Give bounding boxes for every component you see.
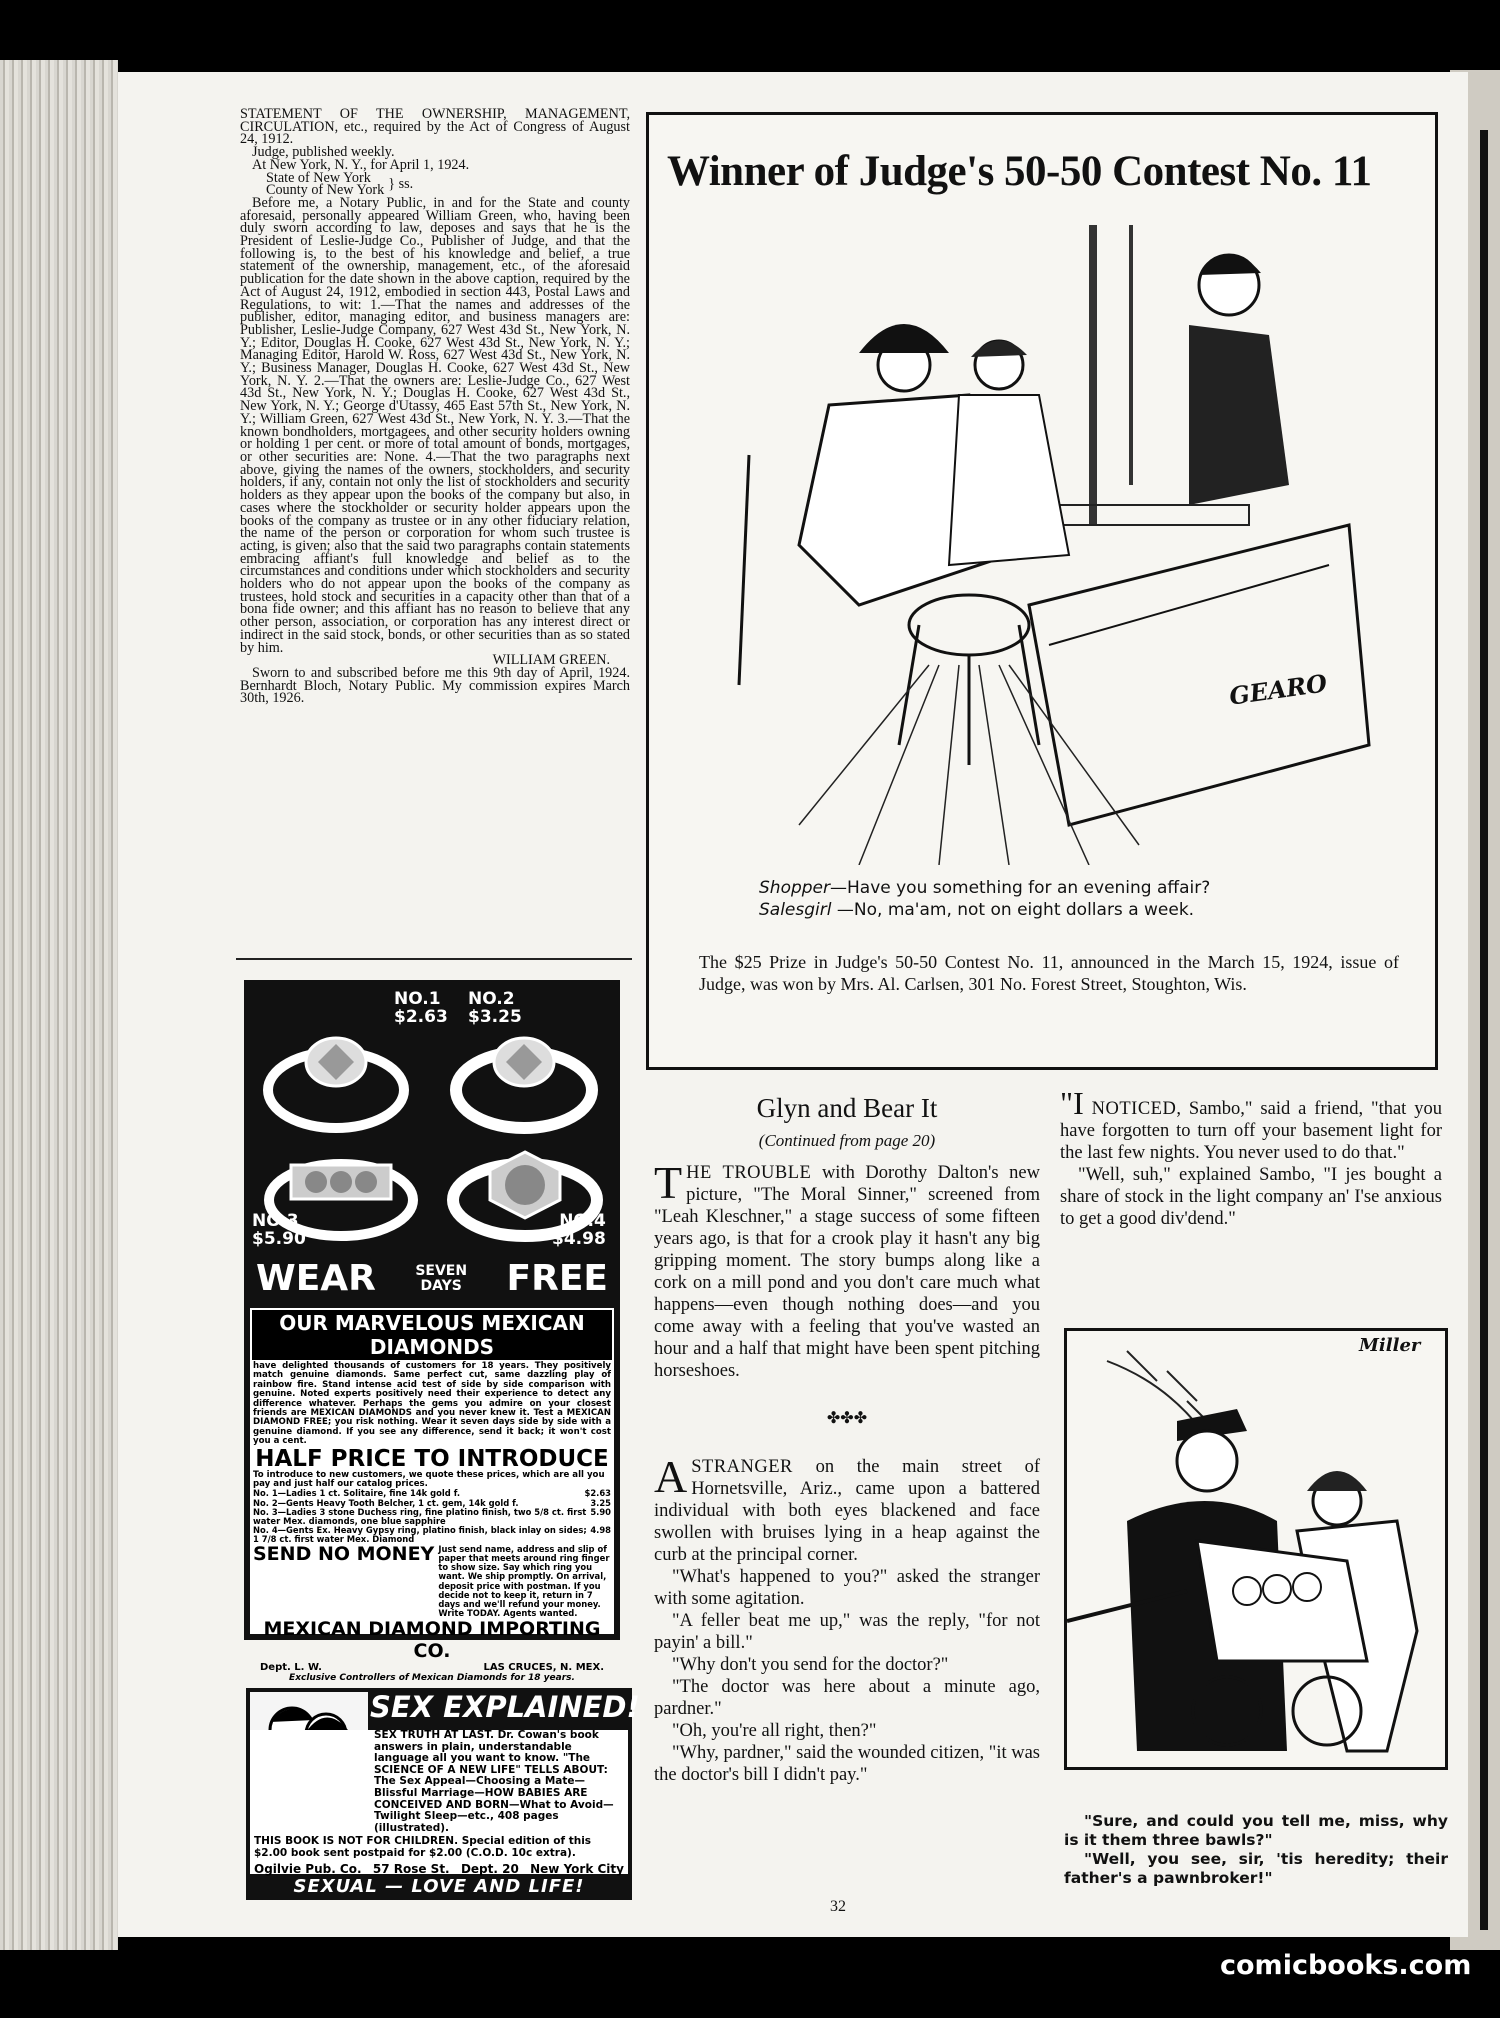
shop-counter-illustration <box>709 225 1379 865</box>
cartoon-signature: Miller <box>1359 1335 1421 1356</box>
article-paragraph: THE TROUBLE with Dorothy Dalton's new picture, "The Moral Sinner," screened from "Leah Kleschner," a stage success of some fifteen years ago, is that for a crook play it hasn't any big gripping moment. The story bumps along like a cork on a mill pond and you don't care much what happens—even though nothing does—and you come away with a feeling that you've wasted an hour and a half that might have been spent pitching horseshoes. <box>654 1157 1040 1381</box>
diamond-price-list <box>250 1489 614 1544</box>
cartoon-caption-line2: "Well, you see, sir, 'tis heredity; their father's a pawnbroker!" <box>1064 1850 1448 1887</box>
glyn-and-bear-it-article <box>654 1092 1040 1786</box>
half-price-heading: HALF PRICE TO INTRODUCE <box>255 1445 609 1472</box>
watermark: comicbooks.com <box>1220 1950 1472 1981</box>
diamond-ad-headline: OUR MARVELOUS MEXICAN DIAMONDS <box>252 1310 612 1360</box>
diamond-ad-body1: have delighted thousands of customers for 18 years. They positively match genuine diamonds. Same perfect cut, same dazzling play of rainbow fire. Stand intense acid test of side by side comparison with genuine. Noted experts positively need their experience to detect any difference whatever. Perhaps the gems you admire on your closest friends are MEXICAN DIAMONDS and you never knew it. Test a MEXICAN DIAMOND FREE; you risk nothing. Wear it seven days side by side with a genuine diamond. If you see any difference, send it back; it won't cost you a cent. <box>253 1361 611 1447</box>
speaker-shopper: Shopper <box>759 878 830 898</box>
light-company-joke <box>1060 1085 1442 1230</box>
statement-signature: WILLIAM GREEN. <box>492 652 610 669</box>
dialogue-line: "What's happened to you?" asked the stranger with some agitation. <box>654 1567 1040 1609</box>
article-paragraph: ASTRANGER on the main street of Hornetsville, Ariz., came upon a battered individual with both eyes blackened and face swollen with bruises lying in a heap against the curb at the principal corner. <box>654 1451 1040 1565</box>
statement-body: Before me, a Notary Public, in and for the State and county aforesaid, personally appeared William Green, who, having been duly sworn according to law, deposes and says that he is the President of Leslie-Judge Co., Publisher of Judge, and that the following is, to the best of his knowledge and belief, a true statement of the ownership, management, etc., of the aforesaid publication for the date shown in the above caption, required by the Act of August 24, 1912, embodied in section 443, Postal Laws and Regulations, to wit: 1.—That the names and addresses of the publisher, editor, managing editor, and business managers are: Publisher, Leslie-Judge Company, 627 West 43d St., New York, N. Y.; Editor, Douglas H. Cooke, 627 West 43d St., New York, N. Y.; Managing Editor, Harold W. Ross, 627 West 43d St., New York, N. Y.; Business Manager, Douglas H. Cooke, 627 West 43d St., New York, N. Y. 2.—That the owners are: Leslie-Judge Co., 627 West 43d St., New York, N. Y.; Douglas H. Cooke, 627 West 43d St., New York, N. Y.; George d'Utassy, 465 East 57th St., New York, N. Y.; William Green, 627 West 43d St., New York, N. Y. 3.—That the known bondholders, mortgagees, and other security holders owning or holding 1 per cent. or more of total amount of bonds, mortgages, or other securities are: None. 4.—That the two paragraphs next above, giving the names of the owners, stockholders, and security holders, if any, contain not only the list of stockholders and security holders as they appear upon the books of the company but also, in cases where the stockholder or security holder appears upon the books of the company as trustee or in any other fiduciary relation, the name of the person or corporation for whom such trustee is acting, is given; also that the said two paragraphs contain statements embracing affiant's full knowledge and belief as to the circumstances and conditions under which stockholders and security holders who do not appear upon the books of the company as trustees, hold stock and securities in a capacity other than that of a bona fide owner; and this affiant has no reason to believe that any other person, association, or corporation has any interest direct or indirect in the said stock, bonds, or other securities than as so stated by him. <box>240 194 630 656</box>
contest-box <box>646 112 1438 1070</box>
belcher-ring-icon <box>444 1020 604 1140</box>
dialogue-line: "Why don't you send for the doctor?" <box>672 1655 949 1675</box>
statement-line2: At New York, N. Y., for April 1, 1924. <box>252 156 470 173</box>
send-no-money-heading: SEND NO MONEY <box>253 1542 435 1565</box>
statement-state: State of New York <box>266 169 371 186</box>
contest-prize-notice: The $25 Prize in Judge's 50-50 Contest No. 11, announced in the March 15, 1924, issue of Judge, was won by Mrs. Al. Carlsen, 301 No. Forest Street, Stoughton, Wis. <box>699 952 1399 994</box>
contest-title: Winner of Judge's 50-50 Contest No. 11 <box>667 148 1372 195</box>
mexican-diamond-ad <box>244 980 620 1684</box>
diamond-company-address: Dept. L. W. LAS CRUCES, N. MEX. <box>260 1662 604 1674</box>
diamond-ad-body2: To introduce to new customers, we quote these prices, which are all you pay and just half our catalog prices. <box>253 1469 605 1490</box>
page-number: 32 <box>830 1898 846 1915</box>
diamond-company-name: MEXICAN DIAMOND IMPORTING CO. <box>263 1618 601 1663</box>
divider <box>236 958 632 960</box>
price-tag-3: NO.3 $5.90 <box>252 1211 306 1249</box>
ownership-statement <box>240 108 630 705</box>
dialogue-line: "A feller beat me up," was the reply, "for not payin' a bill." <box>654 1611 1040 1653</box>
wear-free-banner: WEAR SEVEN DAYS FREE <box>256 1258 608 1299</box>
shopper-line: —Have you something for an evening affair? <box>830 878 1211 898</box>
statement-line1: Judge, published weekly. <box>252 144 395 161</box>
sex-ad-footer: SEXUAL — LOVE AND LIFE! <box>293 1876 585 1897</box>
cartoon-caption-line1: "Sure, and could you tell me, miss, why is it them three bawls?" <box>1064 1812 1448 1849</box>
dialogue-line: "The doctor was here about a minute ago, pardner." <box>654 1677 1040 1719</box>
joke-paragraph: "Well, suh," explained Sambo, "I jes bought a share of stock in the light company an' I'se anxious to get a good div'dend." <box>1060 1165 1442 1229</box>
speaker-salesgirl: Salesgirl <box>759 900 832 920</box>
article-title: Glyn and Bear It <box>756 1093 938 1123</box>
sex-explained-ad <box>246 1688 640 1900</box>
sex-ad-copy <box>250 1730 628 1874</box>
joke-paragraph: "I NOTICED, Sambo," said a friend, "that you have forgotten to turn off your basement light for the last few nights. You never used to do that." <box>1060 1085 1442 1163</box>
price-list-item: No. 3—Ladies 3 stone Duchess ring, fine platino finish, two 5/8 ct. first water Mex. diamonds, one blue sapphire 5.90 <box>253 1506 611 1527</box>
dialogue-line: "Why, pardner," said the wounded citizen, "it was the doctor's bill I didn't pay." <box>654 1743 1040 1785</box>
section-break-dingbat: ✤✤✤ <box>826 1410 868 1427</box>
sex-ad-body: SEX TRUTH AT LAST. Dr. Cowan's book answers in plain, understandable language all you want to know. "The SCIENCE OF A NEW LIFE" TELLS ABOUT: The Sex Appeal—Choosing a Mate—Blissful Marriage—HOW BABIES ARE CONCEIVED AND BORN—What to Avoid—Twilight Sleep—etc., 408 pages (illustrated). <box>374 1729 614 1834</box>
diamond-ad-copy <box>250 1308 614 1684</box>
diamond-ad-body3: Just send name, address and slip of paper that meets around ring finger to show size. Say which ring you want. We ship promptly. On arrival, deposit price with postman. If you decide not to keep it, return in 7 days and we'll refund your money. Write TODAY. Agents wanted. <box>438 1543 610 1619</box>
diamond-ad-footer: Exclusive Controllers of Mexican Diamonds for 18 years. <box>289 1673 575 1684</box>
price-tag-1: NO.1 $2.63 <box>394 989 448 1027</box>
policeman-nursemaid-illustration <box>1067 1331 1445 1767</box>
book-spine <box>0 60 118 1950</box>
dialogue-line: "Oh, you're all right, then?" <box>672 1721 877 1741</box>
price-list-item: No. 1—Ladies 1 ct. Solitaire, fine 14k gold f. $2.63 <box>253 1488 611 1499</box>
sex-ad-notice: THIS BOOK IS NOT FOR CHILDREN. Special edition of this $2.00 book sent postpaid for $2.00 (C.O.D. 10c extra). <box>254 1835 592 1859</box>
pawnbroker-cartoon <box>1064 1328 1448 1770</box>
solitaire-ring-icon <box>256 1020 416 1140</box>
price-list-item: No. 2—Gents Heavy Tooth Belcher, 1 ct. gem, 14k gold f. 3.25 <box>253 1497 611 1508</box>
salesgirl-line: —No, ma'am, not on eight dollars a week. <box>831 900 1195 920</box>
article-continued: (Continued from page 20) <box>758 1131 936 1150</box>
statement-heading: STATEMENT OF THE OWNERSHIP, MANAGEMENT, CIRCULATION, etc., required by the Act of Congress of August 24, 1912. <box>240 106 630 148</box>
price-tag-4: NO.4 $4.98 <box>552 1211 606 1249</box>
cartoon-caption <box>1064 1812 1448 1888</box>
statement-ss: } ss. <box>388 175 414 192</box>
sex-ad-title: SEX EXPLAINED! <box>370 1690 640 1724</box>
price-list-item: No. 4—Gents Ex. Heavy Gypsy ring, platino finish, black inlay on sides; 1 7/8 ct. first water Mex. Diamond 4.98 <box>253 1525 611 1545</box>
illustration-signature: GEARO <box>1227 668 1329 711</box>
sex-ad-address: Ogilvie Pub. Co. 57 Rose St. Dept. 20 New York City <box>254 1861 624 1876</box>
statement-county: County of New York <box>266 182 385 199</box>
price-tag-2: NO.2 $3.25 <box>468 989 522 1027</box>
statement-sworn: Sworn to and subscribed before me this 9th day of April, 1924. Bernhardt Bloch, Notary Public. My commission expires March 30th, 1926. <box>240 664 630 707</box>
contest-caption <box>759 877 1379 921</box>
